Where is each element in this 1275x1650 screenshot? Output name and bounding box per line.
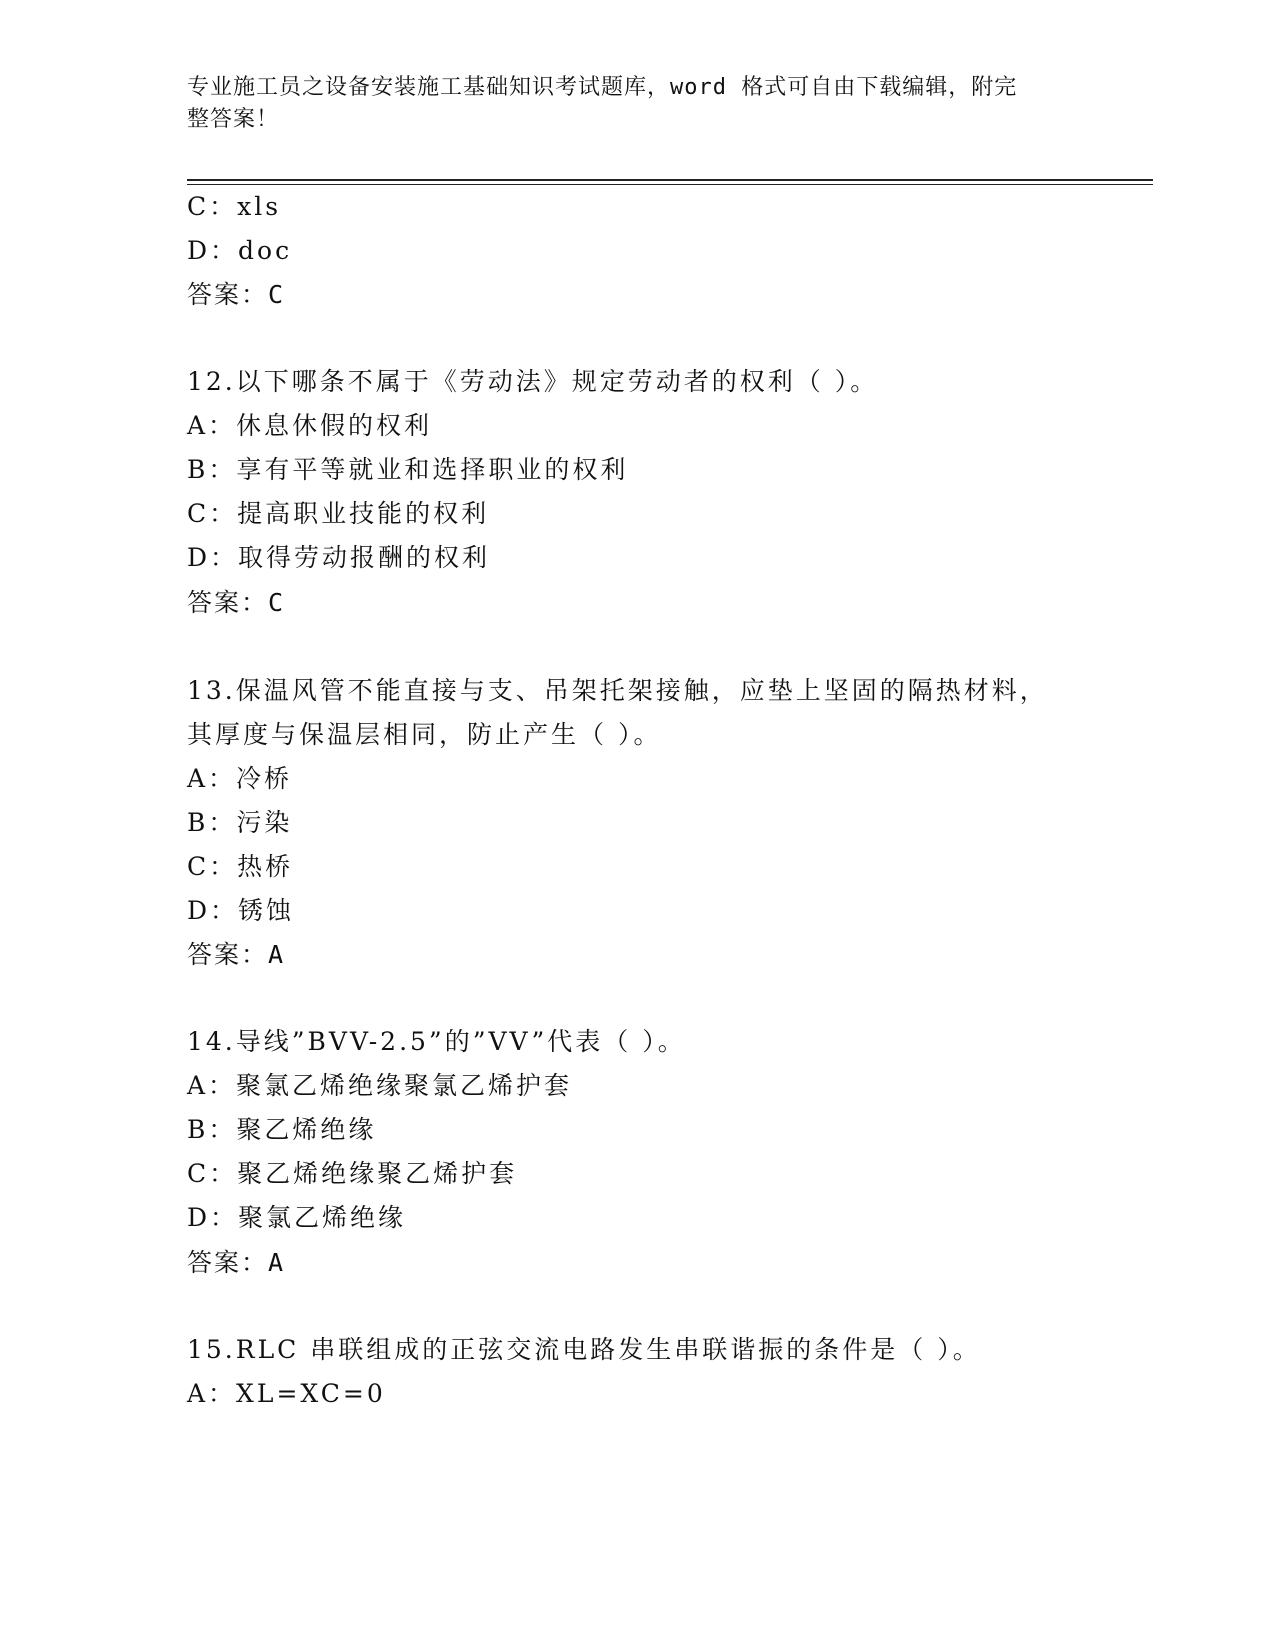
document-header — [187, 72, 1067, 136]
q15-option-a: A：XL=XC=0 — [187, 1379, 386, 1408]
q14-answer: 答案：A — [187, 1248, 286, 1277]
q14-option-a: A：聚氯乙烯绝缘聚氯乙烯护套 — [187, 1071, 573, 1100]
q12-option-b: B：享有平等就业和选择职业的权利 — [187, 455, 629, 484]
q12-stem: 12.以下哪条不属于《劳动法》规定劳动者的权利（ ）。 — [187, 367, 879, 396]
q13-option-c: C：热桥 — [187, 852, 294, 881]
q14-option-b: B：聚乙烯绝缘 — [187, 1115, 377, 1144]
q13-option-a: A：冷桥 — [187, 764, 293, 793]
q11-option-d: D：doc — [187, 236, 293, 265]
q14-stem: 14.导线”BVV-2.5”的”VV”代表（ ）。 — [187, 1027, 686, 1056]
q13-option-b: B：污染 — [187, 808, 293, 837]
q13-option-d: D：锈蚀 — [187, 896, 295, 925]
q13-stem-line-2: 其厚度与保温层相同，防止产生（ ）。 — [187, 720, 662, 749]
q12-option-a: A：休息休假的权利 — [187, 411, 433, 440]
q13-stem-line-1: 13.保温风管不能直接与支、吊架托架接触，应垫上坚固的隔热材料， — [187, 676, 1048, 705]
q13-answer: 答案：A — [187, 940, 286, 969]
q14-option-d: D：聚氯乙烯绝缘 — [187, 1203, 407, 1232]
q12-answer: 答案：C — [187, 588, 286, 617]
q11-answer: 答案：C — [187, 280, 286, 309]
header-divider — [187, 179, 1153, 181]
q14-option-c: C：聚乙烯绝缘聚乙烯护套 — [187, 1159, 518, 1188]
header-line-2: 整答案！ — [187, 107, 280, 132]
q12-option-c: C：提高职业技能的权利 — [187, 499, 490, 528]
q12-option-d: D：取得劳动报酬的权利 — [187, 543, 491, 572]
header-divider-thin — [187, 184, 1153, 185]
q15-stem: 15.RLC 串联组成的正弦交流电路发生串联谐振的条件是（ ）。 — [187, 1335, 981, 1364]
q11-option-c: C：xls — [187, 192, 282, 221]
header-line-1: 专业施工员之设备安装施工基础知识考试题库，word 格式可自由下载编辑，附完 — [187, 75, 1018, 100]
